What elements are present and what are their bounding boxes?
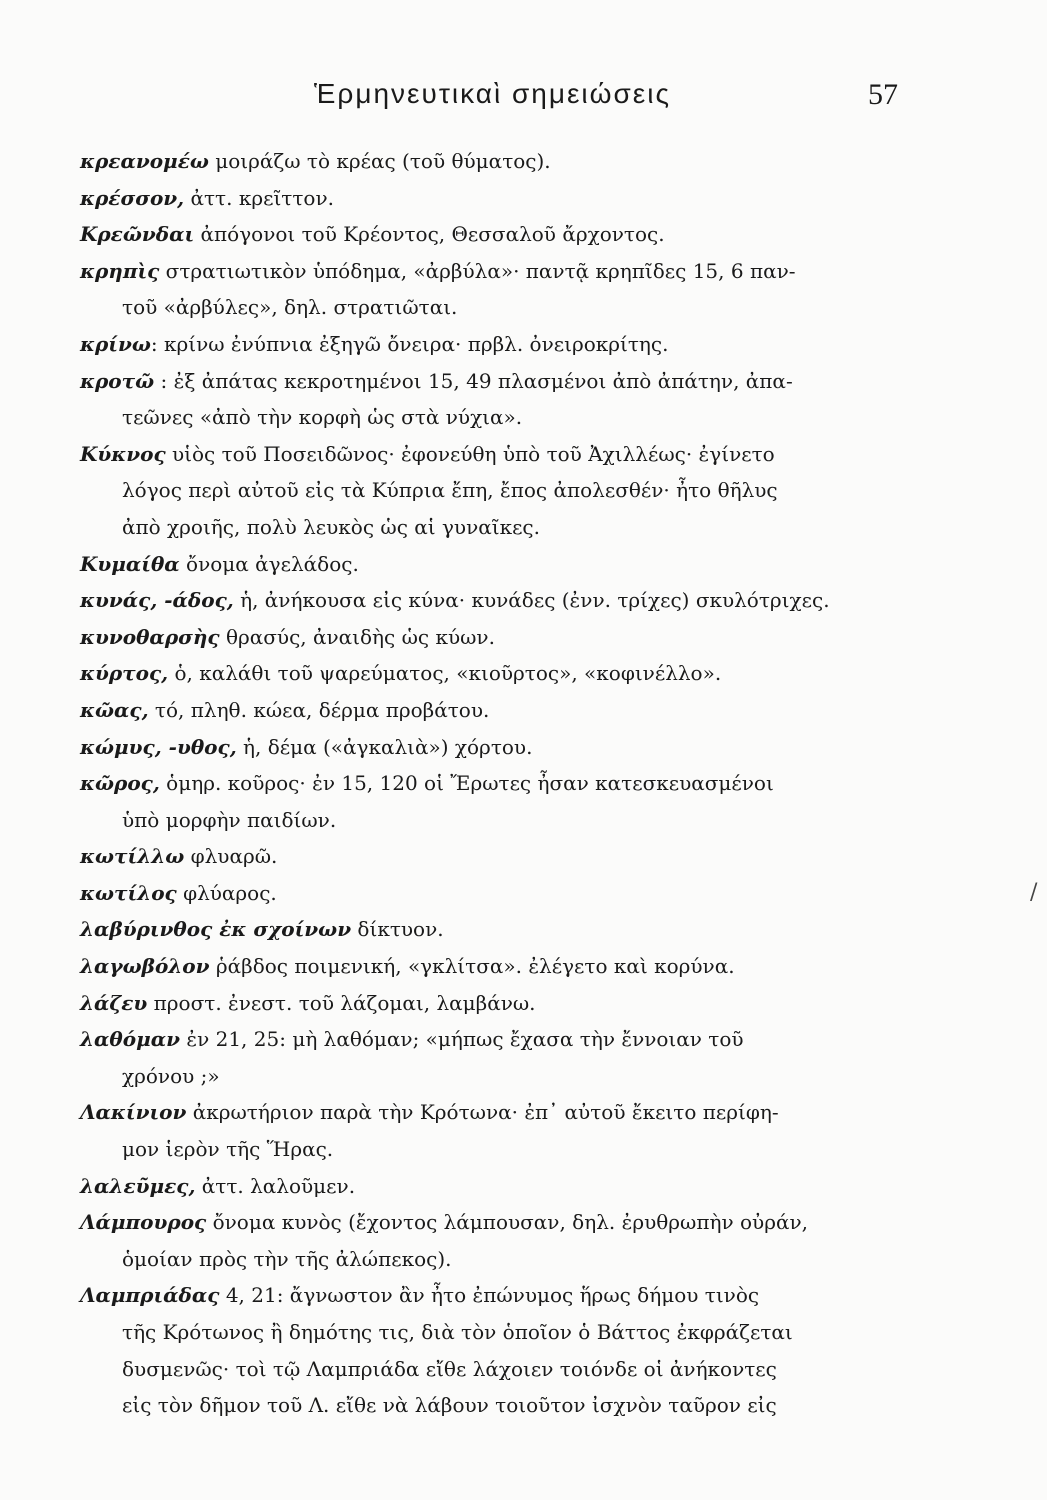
entry-definition: μοιράζω τὸ κρέας (τοῦ θύματος). [208,149,551,173]
glossary-entry [80,655,910,692]
entry-definition: ἀττ. κρεῖττον. [184,185,334,210]
page-number: 57 [868,78,898,111]
glossary-entry [80,1021,910,1094]
entry-lemma: λάζευ [80,990,148,1015]
entry-definition: ὁμηρ. κοῦρος· ἐν 15, 120 οἱ Ἔρωτες ἦσαν κατεσκευασμένοι [159,771,774,796]
entry-continuation: ὑπὸ μορφὴν παιδίων. [122,807,337,832]
entry-continuation: λόγος περὶ αὐτοῦ εἰς τὰ Κύπρια ἔπη, ἔπος ἀπολεσθέν· ἦτο θῆλυς [122,478,778,503]
entry-definition: υἱὸς τοῦ Ποσειδῶνος· ἐφονεύθη ὑπὸ τοῦ Ἀχιλλέως· ἐγίνετο [165,441,775,466]
entry-continuation: τεῶνες «ἀπὸ τὴν κορφὴ ὡς στὰ νύχια». [122,405,523,430]
glossary-entry [80,1277,910,1423]
entry-definition: ἀκρωτήριον παρὰ τὴν Κρότωνα· ἐπ᾿ αὐτοῦ ἔκειτο περίφη- [186,1100,779,1125]
entry-continuation: ὁμοίαν πρὸς τὴν τῆς ἀλώπεκος). [122,1246,452,1271]
glossary-entry [80,765,910,838]
entry-definition: : ἐξ ἀπάτας κεκροτημένοι 15, 49 πλασμένοι ἀπὸ ἀπάτην, ἀπα- [154,368,793,393]
entry-definition: ὁ, καλάθι τοῦ ψαρεύματος, «κιοῦρτος», «κοφινέλλο». [168,661,722,686]
entry-lemma: Κυμαίθα [80,551,180,576]
entry-lemma: κῶρος, [80,771,160,796]
entry-definition: ἡ, ἀνήκουσα εἰς κύνα· κυνάδες (ἐνν. τρίχες) σκυλότριχες. [233,588,830,613]
glossary-entry [80,838,910,875]
entry-lemma: κρεανομέω [80,149,209,173]
entry-lemma: Λάμπουρος [80,1210,207,1235]
entry-continuation: εἰς τὸν δῆμον τοῦ Λ. εἴθε νὰ λάβουν τοιοῦτον ἰσχνὸν ταῦρον εἰς [122,1393,777,1418]
glossary-entry [80,729,910,766]
running-title: Ἑρμηνευτικαὶ σημειώσεις [314,78,671,109]
entry-lemma: λαλεῦμες, [80,1173,196,1198]
entry-lemma: κύρτος, [80,661,169,686]
glossary-entry [80,619,910,656]
glossary-entry [80,1094,910,1167]
entry-lemma: Λακίνιον [80,1100,187,1125]
glossary-entry [80,582,910,619]
entry-lemma: κυνοθαρσὴς [80,624,220,649]
entry-continuation: δυσμενῶς· τοὶ τῷ Λαμπριάδα εἴθε λάχοιεν τοιόνδε οἱ ἀνήκοντες [122,1356,777,1381]
entry-lemma: κυνάς, -άδος, [80,588,234,613]
entry-lemma: Κρεῶνδαι [80,222,195,247]
glossary-entry [80,363,910,436]
entry-continuation: χρόνου ;» [122,1063,220,1088]
entry-continuation: τῆς Κρότωνος ἢ δημότης τις, διὰ τὸν ὁποῖον ὁ Βάττος ἐκφράζεται [122,1320,793,1344]
entry-lemma: λαγωβόλον [80,954,210,979]
margin-mark: / [1030,880,1038,905]
entry-continuation: ἀπὸ χροιῆς, πολὺ λευκὸς ὡς αἱ γυναῖκες. [122,514,540,539]
entry-definition: τό, πληθ. κώεα, δέρμα προβάτου. [148,697,490,722]
entry-definition: 4, 21: ἄγνωστον ἂν ἦτο ἐπώνυμος ἥρως δήμου τινὸς [219,1283,760,1308]
entry-lemma: κωτίλος [80,880,177,905]
glossary-entry [80,143,910,180]
glossary-entry [80,1168,910,1205]
entry-lemma: Λαμπριάδας [80,1283,220,1308]
entry-lemma: κρίνω [80,331,151,356]
entry-definition: ῥάβδος ποιμενική, «γκλίτσα». ἐλέγετο καὶ κορύνα. [209,954,735,979]
glossary-entry [80,985,910,1022]
glossary-entry [80,948,910,985]
entry-lemma: κωτίλλω [80,844,185,869]
glossary-entry [80,692,910,729]
entry-lemma: κροτῶ [80,368,155,393]
entry-definition: δίκτυον. [351,917,444,942]
entry-definition: προστ. ἐνεστ. τοῦ λάζομαι, λαμβάνω. [147,990,536,1015]
entry-definition: ἀττ. λαλοῦμεν. [195,1173,356,1198]
entry-continuation: μον ἱερὸν τῆς Ἥρας. [122,1137,334,1162]
entry-lemma: κῶας, [80,697,149,722]
entry-definition: θρασύς, ἀναιδὴς ὡς κύων. [219,624,495,649]
entry-definition: στρατιωτικὸν ὑπόδημα, «ἀρβύλα»· παντᾷ κρηπῖδες 15, 6 παν- [159,258,796,283]
entry-definition: ἀπόγονοι τοῦ Κρέοντος, Θεσσαλοῦ ἄρχοντος. [194,222,665,247]
entry-definition: ἐν 21, 25: μὴ λαθόμαν; «μήπως ἔχασα τὴν ἔννοιαν τοῦ [180,1027,744,1052]
entry-definition: : κρίνω ἐνύπνια ἐξηγῶ ὄνειρα· πρβλ. ὀνειροκρίτης. [150,331,669,356]
entry-lemma: κώμυς, -υθος, [80,734,237,759]
glossary-entry [80,216,910,253]
entry-definition: φλύαρος. [176,880,277,905]
entry-lemma: κρέσσον, [80,185,185,210]
glossary-entry [80,911,910,948]
page-header [0,78,1047,118]
entry-definition: ἡ, δέμα («ἀγκαλιὰ») χόρτου. [236,734,533,759]
glossary-entry [80,1204,910,1277]
entry-definition: ὄνομα ἀγελάδος. [179,551,359,576]
glossary-entry [80,546,910,583]
glossary-entries [80,143,910,1424]
entry-lemma: λαβύρινθος ἐκ σχοίνων [80,917,352,942]
glossary-entry [80,253,910,326]
entry-lemma: Κύκνος [80,441,166,466]
entry-definition: ὄνομα κυνὸς (ἔχοντος λάμπουσαν, δηλ. ἐρυθρωπὴν οὐράν, [206,1210,808,1235]
glossary-entry [80,326,910,363]
entry-continuation: τοῦ «ἀρβύλες», δηλ. στρατιῶται. [122,295,458,320]
glossary-entry [80,180,910,217]
glossary-entry [80,436,910,546]
entry-lemma: λαθόμαν [80,1027,180,1052]
entry-lemma: κρηπὶς [80,258,160,283]
entry-definition: φλυαρῶ. [184,844,278,869]
glossary-entry [80,875,910,912]
